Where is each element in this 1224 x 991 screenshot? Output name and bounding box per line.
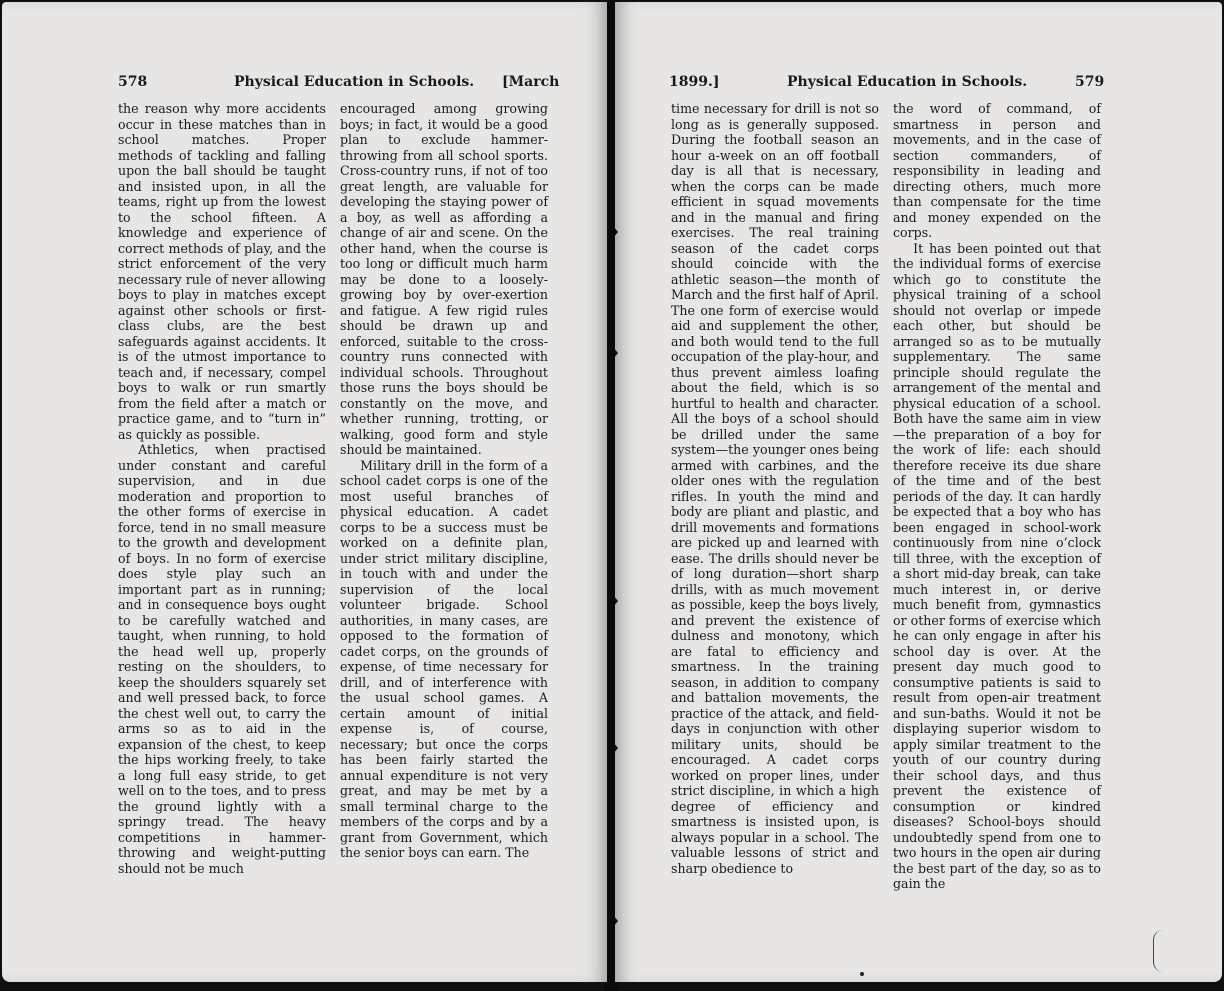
paragraph: It has been pointed out that the individual forms of exercise which go to constitute the physical training of a school should not overlap or impede each other, but should be arranged so as to be mutually supplementary. The same principle should regulate the arrangement of the mental and physical education of a school. Both have the same aim in view—the preparation of a boy for the work of life: each should therefore receive its due share of the time and of the best periods of the day. It can hardly be expected that a boy who has been engaged in school-work continuously from nine o’clock till three, with the exception of a short mid-day break, can take much interest in, or derive much benefit from, gymnastics or other forms of exercise which he can only engage in after his school day is over. At the present day much good to consumptive patients is said to result from open-air treatment and sun-baths. Would it not be displaying superior wisdom to apply similar treatment to the youth of our country during their school days, and thus prevent the existence of consumption or kindred diseases? School-boys should undoubtedly spend from one to two hours in the open air during the best part of the day, so as to gain the [893,240,1101,891]
paragraph: Athletics, when practised under constant and careful supervision, and in due moderation and proportion to the other forms of exercise in force, tend in no small measure to the growth and development of boys. In no form of exercise does style play such an important part as in running; and in consequence boys ought to be carefully watched and taught, when running, to hold the head well up, properly resting on the shoulders, to keep the shoulders squarely set and well pressed back, to force the chest well out, to carry the arms so as to aid in the expansion of the chest, to keep the hips working freely, to take a long full easy stride, to get well on to the toes, and to press the ground lightly with a springy tread. The heavy competitions in hammer-throwing and weight-putting should not be much [118,442,326,876]
right-page-number: 579 [1075,74,1105,90]
paragraph: encouraged among growing boys; in fact, it would be a good plan to exclude hammer-throwing from all school sports. Cross-country runs, if not of too great length, are valuable for developing the staying power of a boy, as well as affording a change of air and scene. On the other hand, when the course is too long or difficult much harm may be done to a loosely-growing boy by over-exertion and fatigue. A few rigid rules should be drawn up and enforced, suitable to the cross-country runs connected with individual schools. Throughout those runs the boys should be constantly on the move, and whether running, trotting, or walking, good form and style should be maintained. [340,101,548,457]
binding-mark [615,915,618,927]
binding-mark [615,595,618,607]
binding-mark [615,226,618,238]
paragraph: time necessary for drill is not so long as is generally supposed. During the football season an hour a-week on an off football day is all that is necessary, when the corps can be made efficient in squad movements and in the manual and firing exercises. The real training season of the cadet corps should coincide with the athletic season—the month of March and the first half of April. The one form of exercise would aid and supplement the other, and both would tend to the full occupation of the play-hour, and thus prevent aimless loafing about the field, which is so hurtful to health and character. All the boys of a school should be drilled under the same system—the younger ones being armed with carbines, and the older ones with the regulation rifles. In youth the mind and body are pliant and plastic, and drill movements and formations are picked up and learned with ease. The drills should never be of long duration—short sharp drills, with as much movement as possible, keep the boys lively, and prevent the existence of dulness and monotony, which are fatal to efficiency and smartness. In the training season, in addition to company and battalion movements, the practice of the attack, and field-days in conjunction with other military units, should be encouraged. A cadet corps worked on proper lines, under strict discipline, in which a high degree of efficiency and smartness is insisted upon, is always popular in a school. The valuable lessons of strict and sharp obedience to [671,101,879,876]
left-page-number: 578 [118,74,148,90]
right-column-2 [893,101,1101,892]
paragraph: Military drill in the form of a school cadet corps is one of the most useful branches of physical education. A cadet corps to be a success must be worked on a definite plan, under strict military discipline, in touch with and under the supervision of the local volunteer brigade. School authorities, in many cases, are opposed to the formation of cadet corps, on the grounds of expense, of time necessary for drill, and of interference with the usual school games. A certain amount of initial expense is, of course, necessary; but once the corps has been fairly started the annual expenditure is not very great, and may be met by a small terminal charge to the members of the corps and by a grant from Government, which the senior boys can earn. The [340,457,548,860]
right-running-title: Physical Education in Schools. [787,74,1028,90]
binding-mark [615,347,618,359]
right-page [615,2,1222,982]
right-year: 1899.] [669,74,720,90]
ink-speck [860,972,864,976]
left-page [2,2,607,982]
pencil-mark [1153,930,1164,972]
paragraph: the word of command, of smartness in person and movements, and in the case of section commanders, of responsibility in leading and directing others, much more than compensate for the time and money expended on the corps. [893,101,1101,240]
right-column-1 [671,101,879,876]
left-running-title: Physical Education in Schools. [234,74,475,90]
paragraph: the reason why more accidents occur in these matches than in school matches. Proper methods of tackling and falling upon the ball should be taught and insisted upon, in all the teams, right up from the lowest to the school fifteen. A knowledge and experience of correct methods of play, and the strict enforcement of the very necessary rule of never allowing boys to play in matches except against other schools or first-class clubs, are the best safeguards against accidents. It is of the utmost importance to teach and, if necessary, compel boys to walk or run smartly from the field after a match or practice game, and to “turn in” as quickly as possible. [118,101,326,442]
left-column-1 [118,101,326,876]
left-month: [March [502,74,560,90]
binding-mark [615,742,618,754]
left-column-2 [340,101,548,861]
